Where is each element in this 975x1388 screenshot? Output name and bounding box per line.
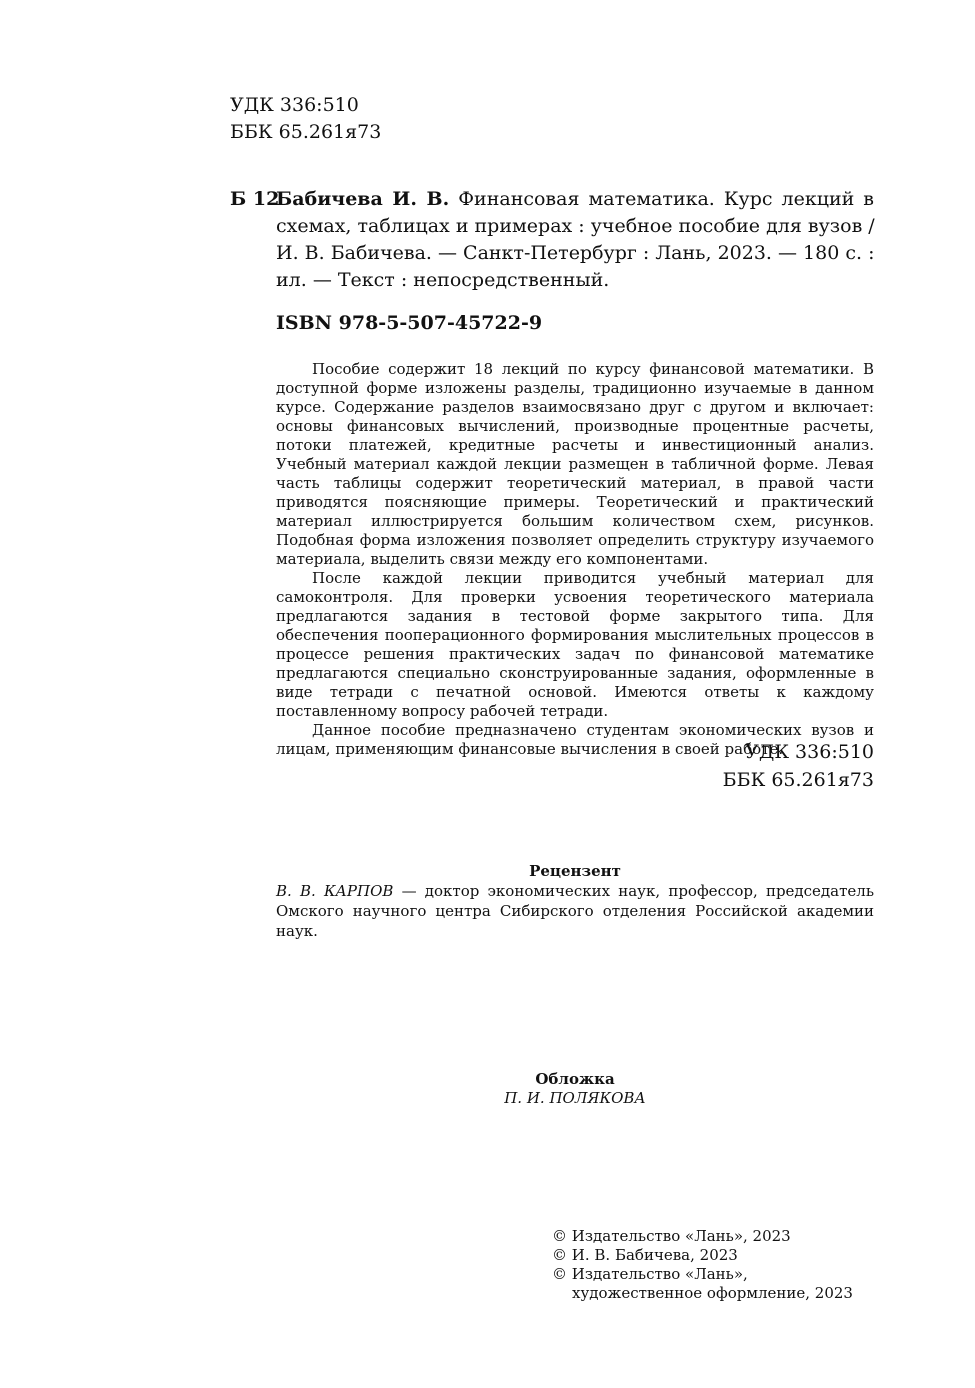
cover-designer: П. И. ПОЛЯКОВА xyxy=(504,1089,646,1107)
abstract xyxy=(276,360,874,759)
bbk-code: ББК 65.261я73 xyxy=(722,769,874,791)
cover-heading: Обложка xyxy=(535,1070,615,1088)
reviewer-body xyxy=(276,881,874,941)
copyright-line: © Издательство «Лань», xyxy=(552,1265,748,1283)
catalog-author: Бабичева И. В. xyxy=(276,188,450,210)
catalog-line-3: И. В. Бабичева. — Санкт-Петербург : Лань, 2023. — 180 с. : xyxy=(276,242,875,264)
abstract-paragraph: Данное пособие предназначено студентам экономических вузов и лицам, применяющим финансовые вычисления в своей работе. xyxy=(276,721,874,758)
abstract-paragraph: После каждой лекции приводится учебный материал для самоконтроля. Для проверки усвоения теоретического материала предлагаются задания в тестовой форме закрытого типа. Для обеспечения пооперационного формирования мыслительных процессов в процессе решения практических задач по финансовой математике предлагаются специально сконструированные задания, оформленные в виде тетради с печатной основой. Имеются ответы к каждому поставленному вопросу рабочей тетради. xyxy=(276,569,874,720)
copyright-line: художественное оформление, 2023 xyxy=(572,1284,853,1302)
copyright-block xyxy=(552,1227,853,1303)
reviewer-description: — доктор экономических наук, профессор, председатель Омского научного центра Сибирского отделения Российской академии наук. xyxy=(276,882,874,940)
abstract-paragraph: Пособие содержит 18 лекций по курсу финансовой математики. В доступной форме изложены разделы, традиционно изучаемые в данном курсе. Содержание разделов взаимосвязано друг с другом и включает: основы финансовых вычислений, производные процентные расчеты, потоки платежей, кредитные расчеты и инвестиционный анализ. Учебный материал каждой лекции размещен в табличной форме. Левая часть таблицы содержит теоретический материал, в правой части приводятся поясняющие примеры. Теоретический и практический материал иллюстрируется большим количеством схем, рисунков. Подобная форма изложения позволяет определить структуру изучаемого материала, выделить связи между его компонентами. xyxy=(276,360,874,568)
catalog-line-1 xyxy=(276,186,874,213)
bbk-code: ББК 65.261я73 xyxy=(230,121,382,143)
cover-credit xyxy=(276,1070,874,1108)
copyright-line: © Издательство «Лань», 2023 xyxy=(552,1227,791,1245)
udk-code: УДК 336:510 xyxy=(745,741,874,763)
copyright-line: © И. В. Бабичева, 2023 xyxy=(552,1246,738,1264)
catalog-title: Финансовая математика. Курс лекций в xyxy=(458,188,875,210)
reviewer-block xyxy=(276,861,874,941)
author-mark: Б 12 xyxy=(230,188,280,210)
catalog-entry xyxy=(276,186,874,294)
reviewer-name: В. В. КАРПОВ xyxy=(276,882,394,900)
catalog-line-2: схемах, таблицах и примерах : учебное пособие для вузов / xyxy=(276,215,875,237)
udk-code: УДК 336:510 xyxy=(230,94,359,116)
reviewer-heading: Рецензент xyxy=(529,862,621,880)
classification-bottom xyxy=(723,738,874,794)
catalog-line-4: ил. — Текст : непосредственный. xyxy=(276,269,610,291)
isbn: ISBN 978-5-507-45722-9 xyxy=(276,312,543,334)
classification-top xyxy=(230,92,381,146)
